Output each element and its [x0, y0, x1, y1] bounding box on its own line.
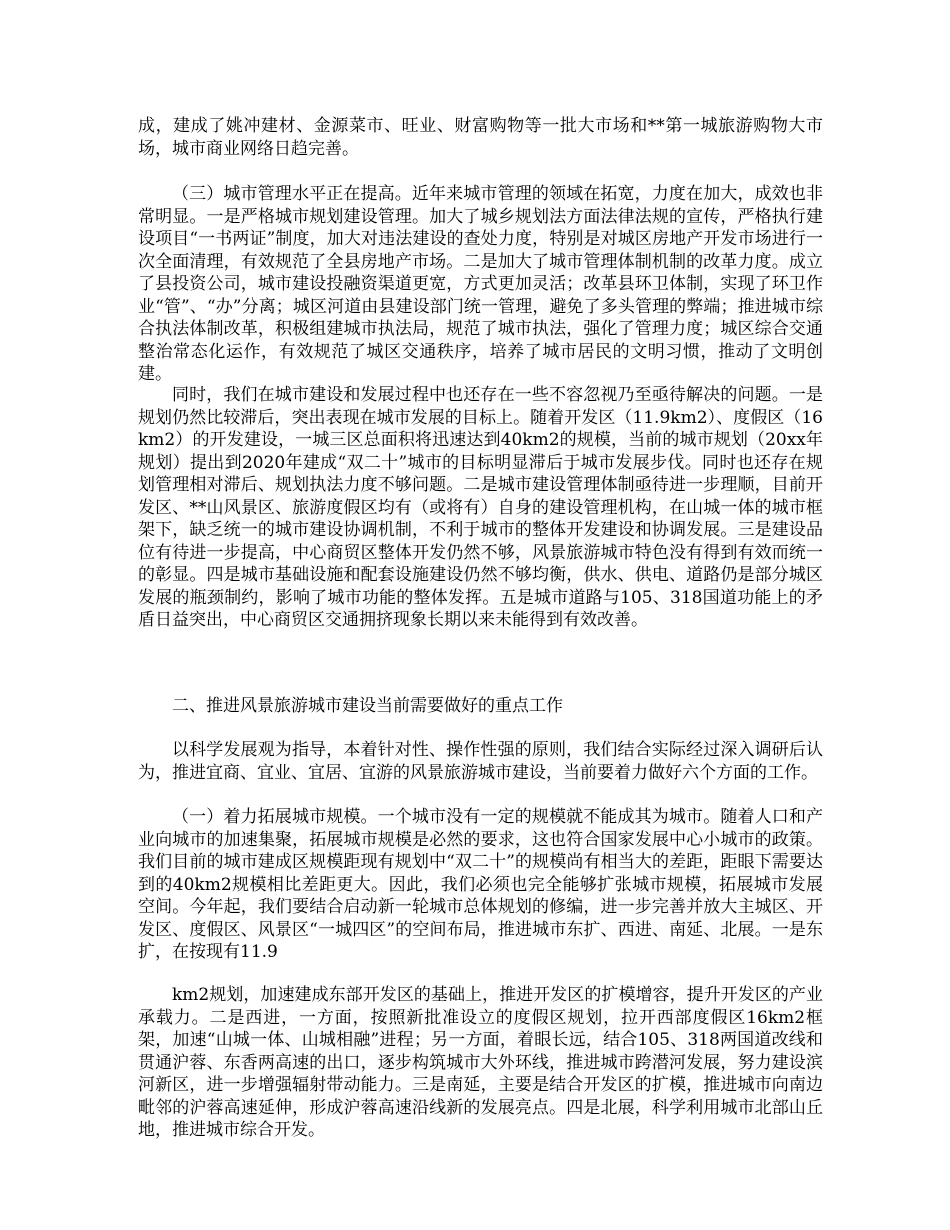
- paragraph-expand-city-scale: （一）着力拓展城市规模。一个城市没有一定的规模就不能成其为城市。随着人口和产业向城市的加速集聚，拓展城市规模是必然的要求，这也符合国家发展中心小城市的政策。我们目前的城市建成区规模距现有规划中“双二十”的规模尚有相当大的差距，距眼下需要达到的40km2规模相比差距更大。因此，我们必须也完全能够扩张城市规模，拓展城市发展空间。今年起，我们要结合启动新一轮城市总体规划的修编，进一步完善并放大主城区、开发区、度假区、风景区“一城四区”的空间布局，推进城市东扩、西进、南延、北展。一是东扩，在按现有11.9: [138, 807, 823, 962]
- paragraph-existing-problems: 同时，我们在城市建设和发展过程中也还存在一些不容忽视乃至亟待解决的问题。一是规划仍然比较滞后，突出表现在城市发展的目标上。随着开发区（11.9km2）、度假区（16km2）的开发建设，一城三区总面积将迅速达到40km2的规模，当前的城市规划（20xx年规划）提出到2020年建成“双二十”城市的目标明显滞后于城市发展步伐。同时也还存在规划管理相对滞后、规划执法力度不够问题。二是城市建设管理体制亟待进一步理顺，目前开发区、**山风景区、旅游度假区均有（或将有）自身的建设管理机构，在山城一体的城市框架下，缺乏统一的城市建设协调机制，不利于城市的整体开发建设和协调发展。三是建设品位有待进一步提高，中心商贸区整体开发仍然不够，风景旅游城市特色没有得到有效而统一的彰显。四是城市基础设施和配套设施建设仍然不够均衡，供水、供电、道路仍是部分城区发展的瓶颈制约，影响了城市功能的整体发挥。五是城市道路与105、318国道功能上的矛盾日益突出，中心商贸区交通拥挤现象长期以来未能得到有效改善。: [138, 385, 823, 630]
- paragraph-commerce-network: 成，建成了姚冲建材、金源菜市、旺业、财富购物等一批大市场和**第一城旅游购物大市场，城市商业网络日趋完善。: [138, 116, 823, 159]
- section-heading-key-work: 二、推进风景旅游城市建设当前需要做好的重点工作: [172, 696, 563, 716]
- paragraph-expansion-directions: km2规划，加速建成东部开发区的基础上，推进开发区的扩模增容，提升开发区的产业承载力。二是西进，一方面，按照新批准设立的度假区规划，拉开西部度假区16km2框架，加速“山城一体、山城相融”进程；另一方面，着眼长远，结合105、318两国道改线和贯通沪蓉、东香两高速的出口，逐步构筑城市大外环线，推进城市跨潜河发展，努力建设滨河新区，进一步增强辐射带动能力。三是南延，主要是结合开发区的扩模，推进城市向南边毗邻的沪蓉高速延伸，形成沪蓉高速沿线新的发展亮点。四是北展，科学利用城市北部山丘地，推进城市综合开发。: [138, 985, 823, 1140]
- paragraph-guiding-principle: 以科学发展观为指导，本着针对性、操作性强的原则，我们结合实际经过深入调研后认为，推进宜商、宜业、宜居、宜游的风景旅游城市建设，当前要着力做好六个方面的工作。: [138, 740, 823, 783]
- paragraph-city-management: （三）城市管理水平正在提高。近年来城市管理的领域在拓宽，力度在加大，成效也非常明显。一是严格城市规划建设管理。加大了城乡规划法方面法律法规的宣传，严格执行建设项目“一书两证”制度，加大对违法建设的查处力度，特别是对城区房地产开发市场进行一次全面清理，有效规范了全县房地产市场。二是加大了城市管理体制机制的改革力度。成立了县投资公司，城市建设投融资渠道更宽，方式更加灵活；改革县环卫体制，实现了环卫作业“管”、“办”分离；城区河道由县建设部门统一管理，避免了多头管理的弊端；推进城市综合执法体制改革，积极组建城市执法局，规范了城市执法，强化了管理力度；城区综合交通整治常态化运作，有效规范了城区交通秩序，培养了城市居民的文明习惯，推动了文明创建。: [138, 184, 823, 384]
